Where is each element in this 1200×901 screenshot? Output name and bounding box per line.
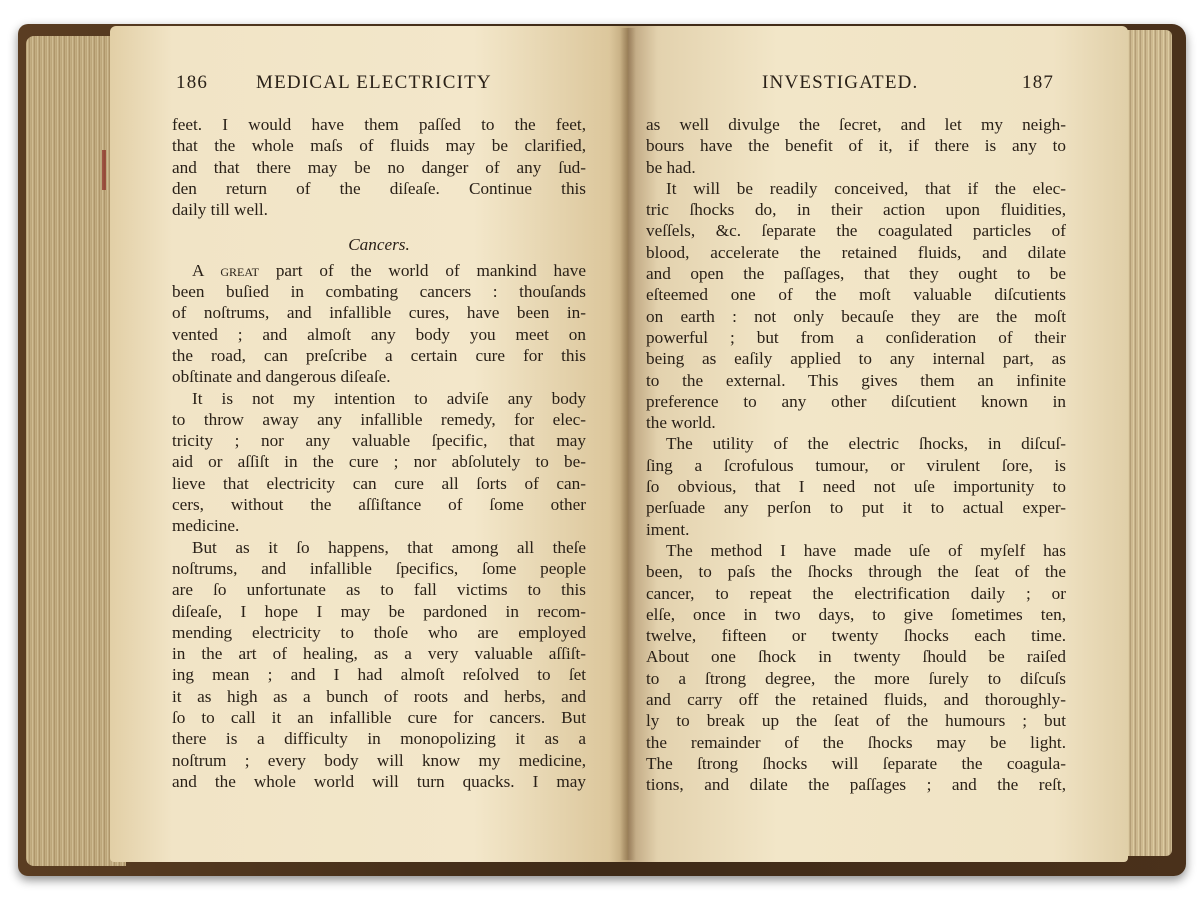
text-line: twelve, fifteen or twenty ſhocks each time. [646, 626, 1066, 646]
text-line: perſuade any perſon to put it to actual exper- [646, 498, 1066, 518]
text-line: the world. [646, 413, 716, 433]
text-line: cancer, to repeat the electrification daily ; or [646, 583, 1066, 603]
text-line: ſo obvious, that I need not uſe importunity to [646, 477, 1066, 497]
text-line: noſtrums, and infallible ſpecifics, ſome people [172, 558, 586, 578]
text-line: But as it ſo happens, that among all theſe [192, 537, 586, 557]
text-line: are ſo unfortunate as to fall victims to this [172, 580, 586, 600]
text-line: den return of the diſeaſe. Continue this [172, 178, 586, 198]
book-gutter [620, 28, 636, 860]
right-running-title: INVESTIGATED. [762, 72, 919, 93]
text-line: tions, and dilate the paſſages ; and the reſt, [646, 775, 1066, 795]
left-page [110, 26, 630, 862]
text-line: The ſtrong ſhocks will ſeparate the coagula- [646, 753, 1066, 773]
text-fragment: part of the world of mankind have [258, 260, 586, 280]
text-line: The utility of the electric ſhocks, in diſcuſ- [666, 434, 1066, 454]
text-line: feet. I would have them paſſed to the feet, [172, 115, 586, 134]
section-heading: Cancers. [348, 235, 410, 255]
text-line: medicine. [172, 516, 240, 536]
text-line: obſtinate and dangerous diſeaſe. [172, 367, 391, 387]
text-line: vented ; and almoſt any body you meet on [172, 324, 586, 344]
text-line: be had. [646, 157, 696, 177]
text-line: in the art of healing, as a very valuable aſſiſt- [172, 644, 586, 664]
text-line: and that there may be no danger of any ſud- [172, 157, 586, 177]
text-line: elſe, once in two days, to give ſometimes ten, [646, 604, 1066, 624]
text-line: been, to paſs the ſhocks through the ſeat of the [646, 562, 1066, 582]
text-line: been buſied in combating cancers : thouſands [172, 282, 586, 302]
text-line: and carry off the retained fluids, and thoroughly- [646, 690, 1066, 710]
text-line: as well divulge the ſecret, and let my neigh- [646, 115, 1066, 134]
text-line: It is not my intention to adviſe any body [192, 388, 586, 408]
text-line: diſeaſe, I hope I may be pardoned in recom- [172, 601, 586, 621]
text-line: It will be readily conceived, that if the elec- [666, 178, 1066, 198]
text-line: tricity ; nor any valuable ſpecific, that may [172, 431, 586, 451]
text-line: About one ſhock in twenty ſhould be raiſed [646, 647, 1066, 667]
text-line: blood, accelerate the retained fluids, and dilate [646, 242, 1066, 262]
text-line: The method I have made uſe of myſelf has [666, 540, 1066, 560]
text-line: and the whole world will turn quacks. I may [172, 771, 586, 791]
text-line: preference to any other diſcutient known in [646, 391, 1066, 411]
ribbon-mark [102, 150, 106, 190]
right-page [628, 26, 1128, 862]
text-line: of noſtrums, and infallible cures, have been in- [172, 303, 586, 323]
text-line: lieve that electricity can cure all ſorts of can- [172, 473, 586, 493]
left-running-title: MEDICAL ELECTRICITY [256, 72, 492, 93]
text-line: it as high as a bunch of roots and herbs, and [172, 686, 586, 706]
text-line: noſtrum ; every body will know my medicine, [172, 750, 586, 770]
right-page-text [646, 114, 1066, 796]
text-line: mending electricity to thoſe who are employed [172, 622, 586, 642]
text-line: bours have the benefit of it, if there is any to [646, 136, 1066, 156]
left-folio: 186 [176, 72, 209, 93]
text-line: on earth : not only becauſe they are the moſt [646, 306, 1066, 326]
text-line: and open the paſſages, that they ought to be [646, 264, 1066, 284]
text-line: the remainder of the ſhocks may be light. [646, 732, 1066, 752]
text-line: aid or aſſiſt in the cure ; nor abſolutely to be- [172, 452, 586, 472]
text-line: to throw away any infallible remedy, for elec- [172, 409, 586, 429]
text-line: to a ſtrong degree, the more ſurely to diſcuſs [646, 668, 1066, 688]
text-line: the road, can preſcribe a certain cure for this [172, 345, 586, 365]
right-folio: 187 [1022, 72, 1055, 93]
text-line: powerful ; but from a conſideration of their [646, 327, 1066, 347]
text-line: to the external. This gives them an infinite [646, 370, 1066, 390]
text-line: ſo to call it an infallible cure for cancers. But [172, 708, 586, 728]
text-line: eſteemed one of the moſt valuable diſcutients [646, 285, 1066, 305]
text-line: ſing a ſcrofulous tumour, or virulent ſore, is [646, 455, 1066, 475]
text-line: being as eaſily applied to any internal part, as [646, 349, 1066, 369]
text-line: that the whole maſs of fluids may be clarified, [172, 136, 586, 156]
text-line: cers, without the aſſiſtance of ſome other [172, 495, 586, 515]
text-line: ly to break up the ſeat of the humours ; but [646, 711, 1066, 731]
text-line: iment. [646, 519, 690, 539]
text-line: tric ſhocks do, in their action upon fluidities, [646, 200, 1066, 220]
drop-phrase: A great [192, 260, 259, 280]
text-line: ing mean ; and I had almoſt reſolved to ſet [172, 665, 586, 685]
text-line: there is a difficulty in monopolizing it as a [172, 729, 586, 749]
text-line: daily till well. [172, 200, 268, 220]
text-line [172, 260, 586, 281]
text-line: veſſels, &c. ſeparate the coagulated particles of [646, 221, 1066, 241]
left-page-text [172, 114, 586, 792]
